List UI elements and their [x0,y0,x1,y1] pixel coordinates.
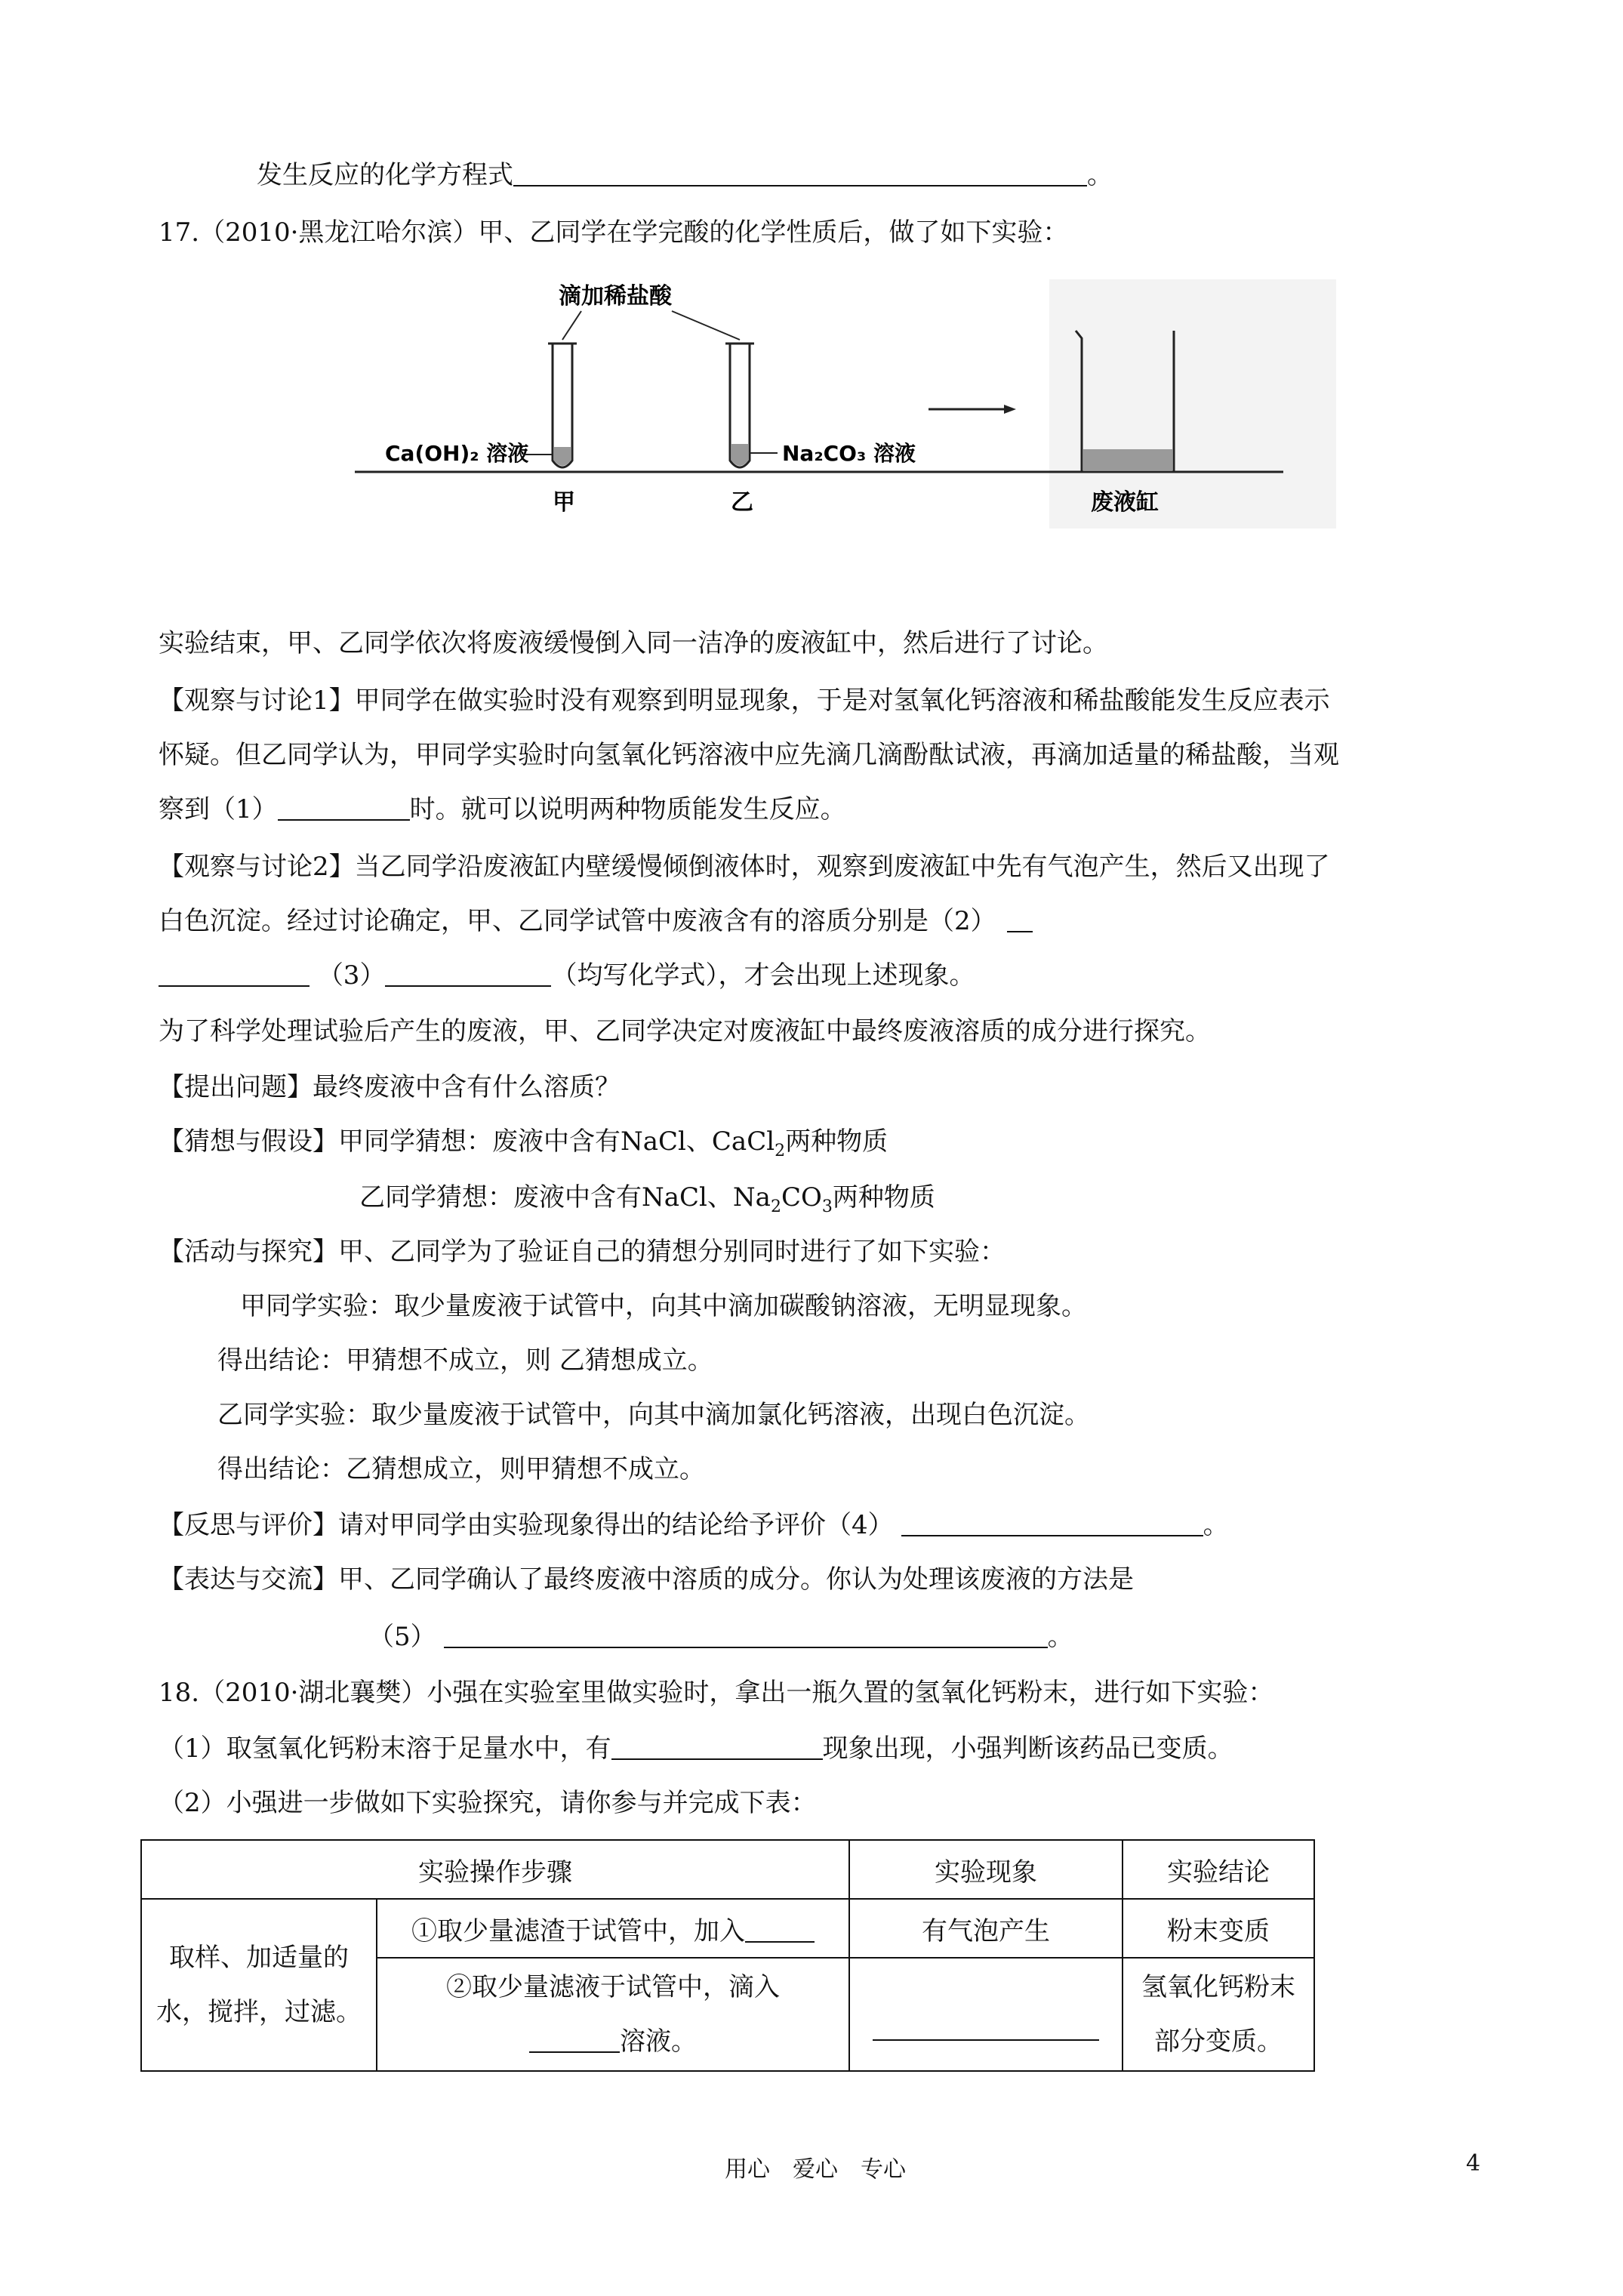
row2-op-a: ②取少量滤液于试管中，滴入 [446,1972,780,2002]
jia-experiment: 甲同学实验：取少量废液于试管中，向其中滴加碳酸钠溶液，无明显现象。 [240,1291,1087,1321]
guess-yi-a: 乙同学猜想：废液中含有NaCl、Na [359,1182,771,1213]
leader-right [672,311,740,340]
yi-experiment: 乙同学实验：取少量废液于试管中，向其中滴加氯化钙溶液，出现白色沉淀。 [217,1400,1090,1430]
jia-conclusion: 得出结论：甲猜想不成立，则 乙猜想成立。 [217,1345,713,1376]
blank-2b[interactable] [159,963,310,987]
express-end: 。 [1047,1622,1073,1652]
obs2-line-a: 【观察与讨论2】当乙同学沿废液缸内壁缓慢倾倒液体时，观察到废液缸中先有气泡产生，然后又出现了 [159,852,1330,882]
row2-op-b: 溶液。 [620,2026,697,2057]
table-row [141,1899,1314,1958]
merged-step-cell: 取样、加适量的水，搅拌，过滤。 [141,1899,377,2071]
row2-op-b-line [385,2014,841,2069]
question-18: 18.（2010·湖北襄樊）小强在实验室里做实验时，拿出一瓶久置的氢氧化钙粉末，进行如下实验： [159,1678,1274,1708]
obs1-line-b: 怀疑。但乙同学认为，甲同学实验时向氢氧化钙溶液中应先滴几滴酚酞试液，再滴加适量的稀盐酸，当观 [159,740,1339,770]
label-jia: 甲 [553,489,575,516]
equation-prompt [257,159,1113,192]
obs2-c2: （均写化学式），才会出现上述现象。 [551,960,975,991]
footer-motto: 用心 爱心 专心 [725,2156,906,2183]
experiment-figure [355,279,1336,529]
q18-1a: （1）取氢氧化钙粉末溶于足量水中，有 [159,1734,611,1764]
express-5: （5） [368,1622,436,1652]
table-header-row [141,1840,1314,1899]
reflect-line [159,1509,1229,1542]
header-steps: 实验操作步骤 [141,1840,849,1899]
blank-1[interactable] [278,797,410,821]
reflect-end: 。 [1203,1510,1229,1540]
page-number: 4 [1466,2150,1481,2177]
obs1-c2: 时。就可以说明两种物质能发生反应。 [409,794,846,824]
reflect-a: 【反思与评价】请对甲同学由实验现象得出的结论给予评价（4） [159,1510,894,1540]
row1-conclusion: 粉末变质 [1123,1899,1314,1958]
blank-3[interactable] [385,963,551,987]
blank-row2-phenomenon[interactable] [873,2017,1099,2041]
equation-label: 发生反应的化学方程式 [257,160,513,190]
yi-conclusion: 得出结论：乙猜想成立，则甲猜想不成立。 [217,1454,705,1484]
label-na2co3: Na₂CO₃ 溶液 [782,441,916,466]
express-blank-line [368,1620,1073,1653]
question-17: 17.（2010·黑龙江哈尔滨）甲、乙同学在学完酸的化学性质后，做了如下实验： [159,217,1069,248]
blank-q18-1[interactable] [611,1736,823,1760]
label-drip: 滴加稀盐酸 [559,283,672,310]
express-line: 【表达与交流】甲、乙同学确认了最终废液中溶质的成分。你认为处理该废液的方法是 [159,1564,1134,1595]
obs2-line-b [159,905,1033,938]
question-line: 【提出问题】最终废液中含有什么溶质？ [159,1072,621,1102]
blank-row2-op[interactable] [529,2029,620,2053]
header-phenomenon: 实验现象 [849,1840,1123,1899]
guess-jia [159,1125,888,1158]
blank-4[interactable] [901,1512,1203,1536]
row1-op-text: ①取少量滤渣于试管中，加入 [411,1915,745,1946]
test-tube-jia [548,344,577,467]
row2-phenomenon [849,1958,1123,2071]
blank-2a[interactable] [1007,908,1033,932]
row1-phenomenon: 有气泡产生 [849,1899,1123,1958]
test-tube-yi [725,344,754,467]
experiment-table [140,1839,1315,2072]
guess-yi-sub1: 2 [770,1197,781,1216]
period: 。 [1087,160,1113,190]
experiment-diagram [355,279,1336,529]
blank-5[interactable] [444,1624,1048,1648]
row2-operation [377,1958,849,2071]
guess-jia-sub: 2 [775,1141,786,1160]
obs2-c1: （3） [317,960,386,991]
leader-left [562,311,581,340]
arrow-icon [929,405,1016,414]
guess-yi-sub2: 3 [821,1197,833,1216]
after-figure: 实验结束，甲、乙同学依次将废液缓慢倒入同一洁净的废液缸中，然后进行了讨论。 [159,628,1108,658]
row2-conclusion: 氢氧化钙粉末部分变质。 [1123,1958,1314,2071]
obs2-line-c [159,959,975,992]
header-conclusion: 实验结论 [1123,1840,1314,1899]
obs1-c1: 察到（1） [159,794,278,824]
q18-part1 [159,1732,1233,1765]
blank-row1[interactable] [745,1918,815,1943]
blank-equation[interactable] [513,162,1087,186]
guess-jia-a: 【猜想与假设】甲同学猜想：废液中含有NaCl、CaCl [159,1126,775,1157]
obs1-line-a: 【观察与讨论1】甲同学在做实验时没有观察到明显现象，于是对氢氧化钙溶液和稀盐酸能发生反应表示 [159,686,1330,716]
q18-1b: 现象出现，小强判断该药品已变质。 [822,1734,1233,1764]
label-caoh2: Ca(OH)₂ 溶液 [385,441,529,466]
guess-yi [359,1181,935,1214]
activity-line: 【活动与探究】甲、乙同学为了验证自己的猜想分别同时进行了如下实验： [159,1237,1006,1267]
label-tank: 废液缸 [1091,489,1159,516]
obs2-b: 白色沉淀。经过讨论确定，甲、乙同学试管中废液含有的溶质分别是（2） [159,906,996,936]
row1-operation [377,1899,849,1958]
guess-yi-mid: CO [781,1182,822,1213]
label-yi: 乙 [731,489,753,516]
purpose-line: 为了科学处理试验后产生的废液，甲、乙同学决定对废液缸中最终废液溶质的成分进行探究。 [159,1016,1211,1046]
guess-yi-b: 两种物质 [832,1182,935,1213]
guess-jia-b: 两种物质 [785,1126,888,1157]
q18-part2: （2）小强进一步做如下实验探究，请你参与并完成下表： [159,1788,817,1818]
obs1-line-c [159,793,846,826]
